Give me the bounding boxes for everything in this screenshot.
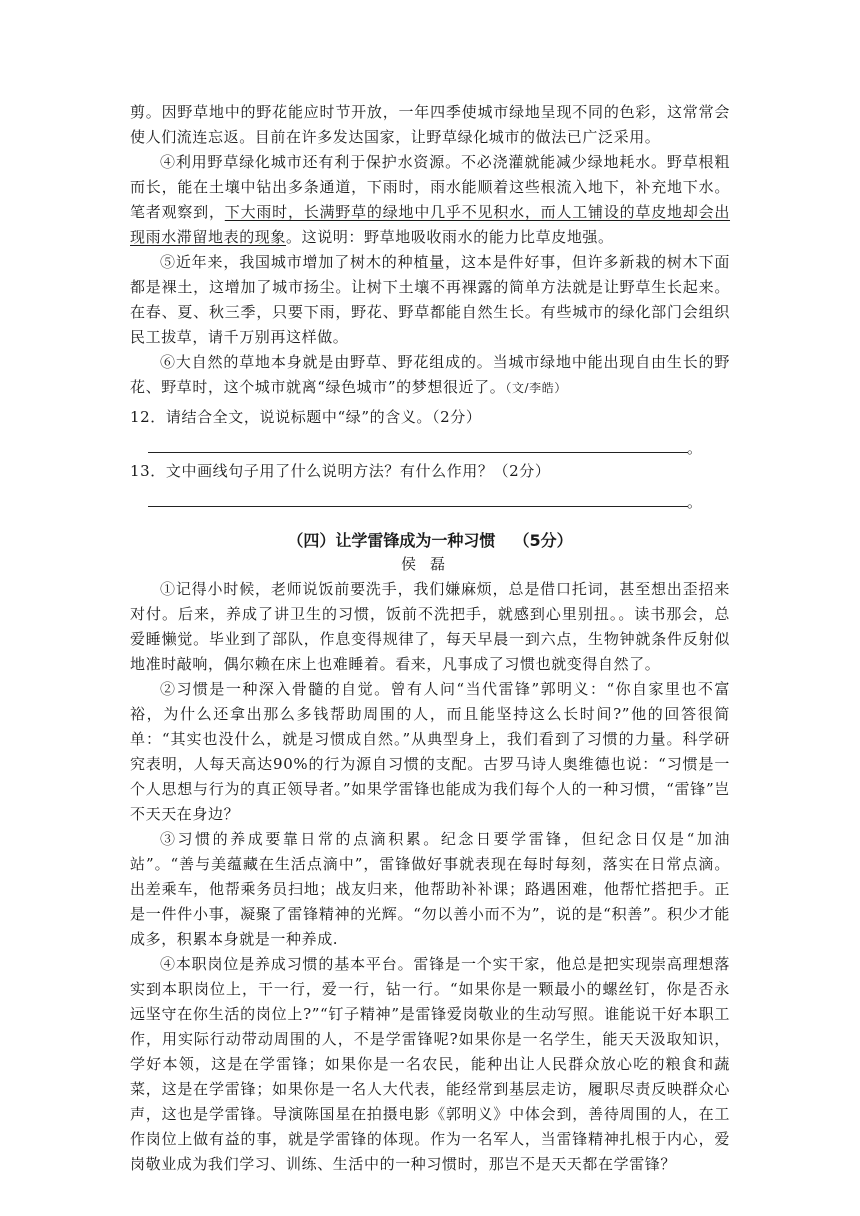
paragraph-continued: 剪。因野草地中的野花能应时节开放，一年四季使城市绿地呈现不同的色彩，这常常会使人们流连忘返。目前在许多发达国家，让野草绿化城市的做法已广泛采用。 <box>130 103 730 146</box>
question-13: 13．文中画线句子用了什么说明方法？有什么作用？（2分） <box>130 462 551 480</box>
section-title <box>130 529 730 553</box>
question-12: 12．请结合全文，说说标题中“绿”的含义。（2分） <box>130 408 482 426</box>
answer-line-13[interactable] <box>148 484 702 511</box>
answer-line-end: 。 <box>686 493 702 511</box>
article-source: （文/李皓） <box>505 381 567 395</box>
paragraph-5: ⑤近年来，我国城市增加了树木的种植量，这本是件好事，但许多新栽的树木下面都是裸土，这增加了城市扬尘。让树下土壤不再裸露的简单方法就是让野草生长起来。在春、夏、秋三季，只要下雨，野花、野草都能自然生长。有些城市的绿化部门会组织民工拔草，请千万别再这样做。 <box>130 253 730 346</box>
section-score: （5分） <box>513 531 573 550</box>
paragraph-4 <box>130 150 730 250</box>
section-paragraph-3: ③习惯的养成要靠日常的点滴积累。纪念日要学雷锋，但纪念日仅是“加油站”。“善与美蕴藏在生活点滴中”，雷锋做好事就表现在每时每刻，落实在日常点滴。出差乘车，他帮乘务员扫地；战友归来，他帮助补补课；路遇困难，他帮忙搭把手。正是一件件小事，凝聚了雷锋精神的光辉。“勿以善小而不为”，说的是“积善”。积少才能成多，积累本身就是一种养成. <box>130 830 730 948</box>
section-paragraph-2: ②习惯是一种深入骨髓的自觉。曾有人问“当代雷锋”郭明义：“你自家里也不富裕，为什么还拿出那么多钱帮助周围的人，而且能坚持这么长时间?”他的回答很简单：“其实也没什么，就是习惯成自然。”从典型身上，我们看到了习惯的力量。科学研究表明，人每天高达90%的行为源自习惯的支配。古罗马诗人奥维德也说：“习惯是一个人思想与行为的真正领导者。”如果学雷锋也能成为我们每个人的一种习惯，“雷锋”岂不天天在身边？ <box>130 680 730 823</box>
paragraph-4-text: ④利用野草绿化城市还有利于保护水资源。不必浇灌就能减少绿地耗水。野草根粗而长，能在土壤中钻出多条通道，下雨时，雨水能顺着这些根流入地下，补充地下水。笔者观察到， <box>130 153 730 221</box>
section-title-text: （四）让学雷锋成为一种习惯 <box>287 531 496 550</box>
paragraph-6 <box>130 350 730 401</box>
paragraph-4-end: 。这说明：野草地吸收雨水的能力比草皮地强。 <box>286 228 614 246</box>
answer-line-12[interactable] <box>148 430 702 457</box>
document-page <box>130 100 730 1177</box>
author: 侯磊 <box>400 555 459 573</box>
underlined-sentence: 下大雨时，长满野草的绿地中几乎不见积水，而人工铺设的草皮地却会出现雨水滞留地表的现象 <box>130 203 731 246</box>
answer-line-end: 。 <box>686 439 702 457</box>
section-paragraph-4: ④本职岗位是养成习惯的基本平台。雷锋是一个实干家，他总是把实现崇高理想落实到本职岗位上，干一行，爱一行，钻一行。“如果你是一颗最小的螺丝钉，你是否永远坚守在你生活的岗位上?”“钉子精神”是雷锋爱岗敬业的生动写照。谁能说干好本职工作，用实际行动带动周围的人，不是学雷锋呢?如果你是一名学生，能天天汲取知识，学好本领，这是在学雷锋；如果你是一名农民，能种出让人民群众放心吃的粮食和蔬菜，这是在学雷锋；如果你是一名人大代表，能经常到基层走访，履职尽责反映群众心声，这也是学雷锋。导演陈国星在拍摄电影《郭明义》中体会到，善待周围的人，在工作岗位上做有益的事，就是学雷锋的体现。作为一名军人，当雷锋精神扎根于内心，爱岗敬业成为我们学习、训练、生活中的一种习惯时，那岂不是天天都在学雷锋？ <box>130 955 730 1173</box>
section-paragraph-1: ①记得小时候，老师说饭前要洗手，我们嫌麻烦，总是借口托词，甚至想出歪招来对付。后来，养成了讲卫生的习惯，饭前不洗把手，就感到心里别扭。。读书那会，总爱睡懒觉。毕业到了部队，作息变得规律了，每天早晨一到六点，生物钟就条件反射似地准时敲响，偶尔赖在床上也难睡着。看来，凡事成了习惯也就变得自然了。 <box>130 580 730 673</box>
paragraph-6-text: ⑥大自然的草地本身就是由野草、野花组成的。当城市绿地中能出现自由生长的野花、野草时，这个城市就离“绿色城市”的梦想很近了。 <box>130 353 730 396</box>
